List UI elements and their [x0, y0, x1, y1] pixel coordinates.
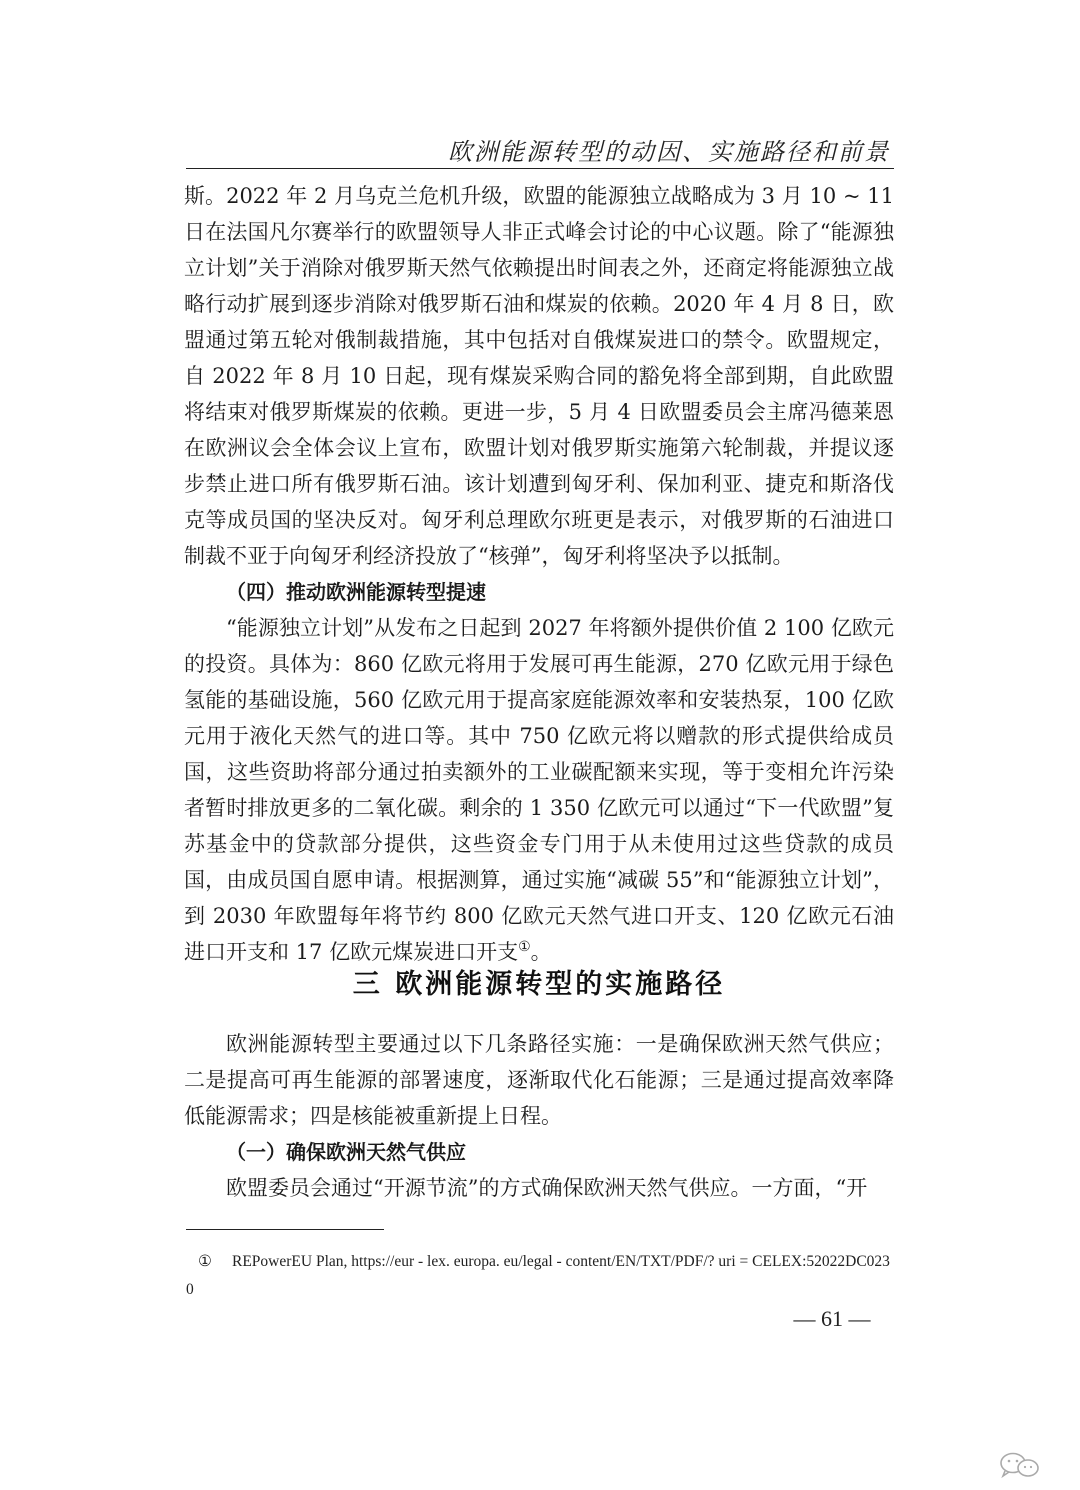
paragraph-investment-end: 。: [530, 940, 552, 964]
paragraph-investment-text: “能源独立计划”从发布之日起到 2027 年将额外提供价值 2 100 亿欧元的投资。具体为：860 亿欧元将用于发展可再生能源，270 亿欧元用于绿色氢能的基础设施，560 亿欧元用于提高家庭能源效率和安装热泵，100 亿欧元用于液化天然气的进口等。其中 750 亿欧元将以赠款的形式提供给成员国，这些资助将部分通过拍卖额外的工业碳配额来实现，等于变相允许污染者暂时排放更多的二氧化碳。剩余的 1 350 亿欧元可以通过“下一代欧盟”复苏基金中的贷款部分提供，这些资金专门用于从未使用过这些贷款的成员国，由成员国自愿申请。根据测算，通过实施“减碳 55”和“能源独立计划”，到 2030 年欧盟每年将节约 800 亿欧元天然气进口开支、120 亿欧元石油进口开支和 17 亿欧元煤炭进口开支: [184, 616, 894, 964]
body-text-block-1: [184, 178, 894, 970]
footnote-text: REPowerEU Plan, https://eur - lex. europa. eu/legal - content/EN/TXT/PDF/? uri = CELEX:52022DC0230: [186, 1253, 890, 1298]
footnote-reference[interactable]: ①: [518, 939, 531, 955]
footnote-rule: [186, 1229, 384, 1230]
paragraph-investment: [184, 610, 894, 970]
body-text-block-2: [184, 1026, 894, 1206]
subheading-1: （一）确保欧洲天然气供应: [226, 1140, 466, 1164]
page-number: — 61 —: [793, 1306, 871, 1331]
wechat-watermark-icon: [996, 1450, 1044, 1480]
section-title: 三 欧洲能源转型的实施路径: [352, 969, 726, 1000]
subheading-4: （四）推动欧洲能源转型提速: [226, 580, 486, 604]
footnote-marker: ①: [198, 1253, 212, 1270]
running-header: [186, 128, 894, 169]
paragraph-gas-supply: 欧盟委员会通过“开源节流”的方式确保欧洲天然气供应。一方面，“开: [226, 1176, 868, 1200]
paragraph-continued: 斯。2022 年 2 月乌克兰危机升级，欧盟的能源独立战略成为 3 月 10 ~ 11 日在法国凡尔赛举行的欧盟领导人非正式峰会讨论的中心议题。除了“能源独立计划”关于消除对俄罗斯天然气依赖提出时间表之外，还商定将能源独立战略行动扩展到逐步消除对俄罗斯石油和煤炭的依赖。2020 年 4 月 8 日，欧盟通过第五轮对俄制裁措施，其中包括对自俄煤炭进口的禁令。欧盟规定，自 2022 年 8 月 10 日起，现有煤炭采购合同的豁免将全部到期，自此欧盟将结束对俄罗斯煤炭的依赖。更进一步，5 月 4 日欧盟委员会主席冯德莱恩在欧洲议会全体会议上宣布，欧盟计划对俄罗斯实施第六轮制裁，并提议逐步禁止进口所有俄罗斯石油。该计划遭到匈牙利、保加利亚、捷克和斯洛伐克等成员国的坚决反对。匈牙利总理欧尔班更是表示，对俄罗斯的石油进口制裁不亚于向匈牙利经济投放了“核弹”，匈牙利将坚决予以抵制。: [184, 184, 894, 568]
footnote: [186, 1248, 892, 1304]
running-header-title: 欧洲能源转型的动因、实施路径和前景: [448, 138, 890, 166]
paragraph-paths: 欧洲能源转型主要通过以下几条路径实施：一是确保欧洲天然气供应；二是提高可再生能源的部署速度，逐渐取代化石能源；三是通过提高效率降低能源需求；四是核能被重新提上日程。: [184, 1032, 894, 1128]
